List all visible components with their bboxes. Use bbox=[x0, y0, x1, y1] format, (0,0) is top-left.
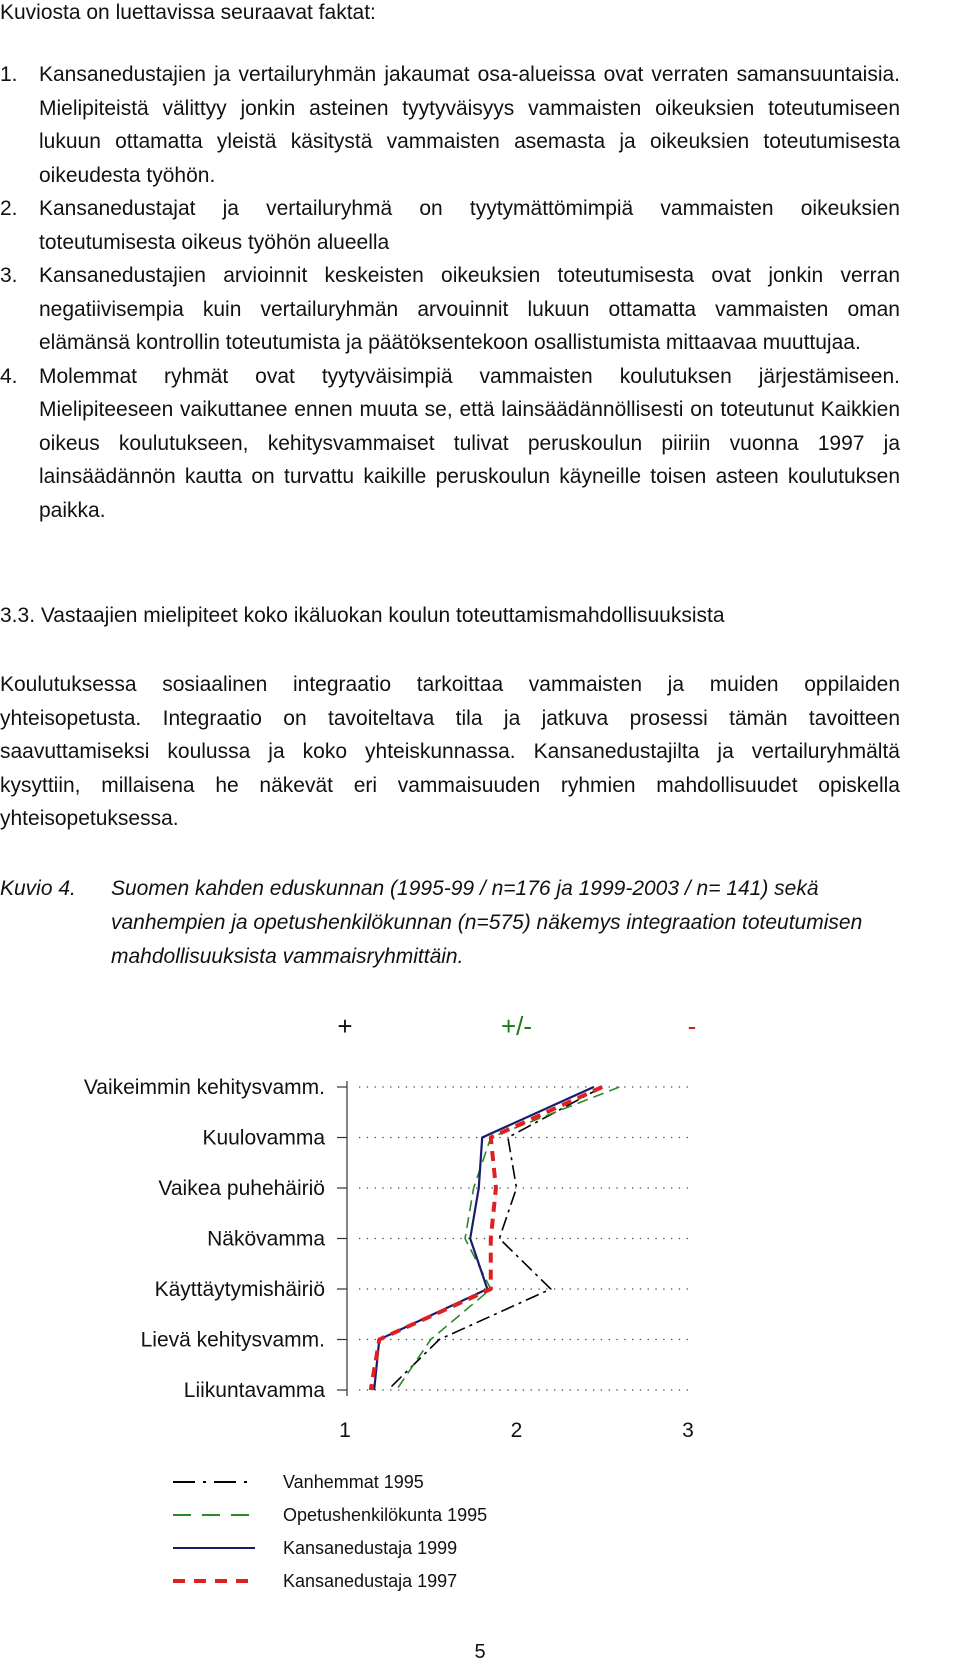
intro-text: Kuviosta on luettavissa seuraavat faktat: bbox=[0, 1, 376, 24]
category-label: Näkövamma bbox=[207, 1227, 325, 1251]
fact-number: 1. bbox=[0, 63, 18, 86]
fact-text: Kansanedustajien ja vertailuryhmän jakaumat osa-alueissa ovat verraten samansuuntaisia. Mielipiteistä välittyy jonkin asteinen tyytyväisyys vammaisten oikeuksien toteutumiseen lukuun ottamatta yleistä käsitystä vammaisten asemasta ja oikeuksien toteutumisesta oikeudesta työhön. bbox=[39, 63, 900, 187]
fact-text: Kansanedustajien arvioinnit keskeisten oikeuksien toteutumisesta ovat jonkin verran negatiivisempia kuin vertailuryhmän arvouinnit lukuun ottamatta vammaisten oman elämänsä kontrollin toteutumista ja päätöksentekoon osallistumista mittaavaa muuttujaa. bbox=[39, 264, 900, 354]
category-label: Kuulovamma bbox=[202, 1126, 325, 1150]
x-tick-label: 1 bbox=[339, 1419, 351, 1442]
x-tick-label: 3 bbox=[682, 1419, 694, 1442]
legend-label: Kansanedustaja 1999 bbox=[283, 1538, 458, 1558]
fact-item bbox=[0, 259, 900, 360]
body-paragraph: Koulutuksessa sosiaalinen integraatio tarkoittaa vammaisten ja muiden oppilaiden yhteisopetusta. Integraatio on tavoiteltava tila ja jatkuva prosessi tämän tavoitteen saavuttamiseksi koulussa ja koko yhteiskunnassa. Kansanedustajilta ja vertailuryhmältä kysyttiin, millaisena he näkevät eri vammaisuuden ryhmien mahdollisuudet opiskella yhteisopetuksessa. bbox=[0, 673, 900, 830]
scale-label-minus: - bbox=[687, 1011, 697, 1041]
page-number: 5 bbox=[474, 1641, 486, 1663]
legend-label: Vanhemmat 1995 bbox=[283, 1472, 424, 1492]
scale-label-neutral: +/- bbox=[500, 1011, 533, 1041]
fact-number: 4. bbox=[0, 364, 18, 388]
caption-label: Kuvio 4. bbox=[0, 877, 76, 900]
caption-text: Suomen kahden eduskunnan (1995-99 / n=176 ja 1999-2003 / n= 141) sekä vanhempien ja opetushenkilökunnan (n=575) näkemys integraation toteutumisen mahdollisuuksista vammaisryhmittäin. bbox=[111, 877, 863, 968]
series-line bbox=[371, 1087, 603, 1390]
legend-label: Kansanedustaja 1997 bbox=[283, 1571, 458, 1591]
fact-text: Kansanedustajat ja vertailuryhmä on tyytymättömimpiä vammaisten oikeuksien toteutumisesta oikeus työhön alueella bbox=[39, 197, 900, 254]
integration-chart bbox=[0, 1005, 960, 1595]
category-label: Vaikea puhehäiriö bbox=[158, 1177, 325, 1200]
fact-number: 2. bbox=[0, 197, 18, 220]
fact-number: 3. bbox=[0, 264, 18, 287]
fact-item bbox=[0, 360, 900, 528]
section-heading: 3.3. Vastaajien mielipiteet koko ikäluokan koulun toteuttamismahdollisuuksista bbox=[0, 604, 725, 627]
figure-caption bbox=[0, 872, 905, 974]
facts-list bbox=[0, 58, 900, 527]
scale-label-plus: + bbox=[337, 1011, 353, 1041]
category-label: Liikuntavamma bbox=[183, 1379, 325, 1402]
fact-item bbox=[0, 192, 900, 259]
legend-label: Opetushenkilökunta 1995 bbox=[283, 1505, 488, 1525]
category-label: Vaikeimmin kehitysvamm. bbox=[83, 1076, 325, 1099]
x-tick-label: 2 bbox=[510, 1419, 523, 1442]
fact-text: Molemmat ryhmät ovat tyytyväisimpiä vammaisten koulutuksen järjestämiseen. Mielipiteeseen vaikuttanee ennen muuta se, että lainsäädännöllisesti on toteutunut Kaikkien oikeus koulutukseen, kehitysvammaiset tulivat peruskoulun piiriin vuonna 1997 ja lainsäädännön kautta on turvattu kaikille peruskoulun käyneille toisen asteen koulutuksen paikka. bbox=[39, 364, 900, 522]
category-label: Lievä kehitysvamm. bbox=[140, 1328, 325, 1352]
category-label: Käyttäytymishäiriö bbox=[154, 1278, 325, 1301]
fact-item bbox=[0, 58, 900, 192]
